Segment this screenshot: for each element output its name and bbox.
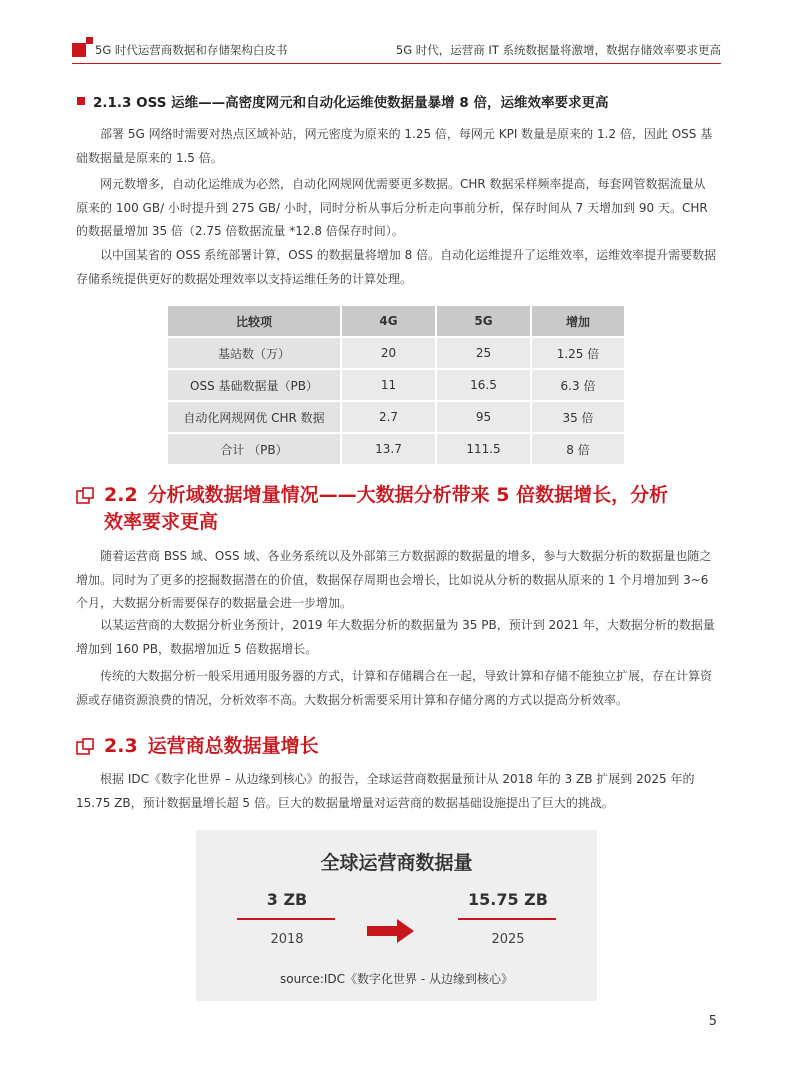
table-cell: 13.7 <box>341 433 436 465</box>
figure-title: 全球运营商数据量 <box>320 852 473 874</box>
paragraph <box>76 545 717 616</box>
paragraph-text: 以某运营商的大数据分析业务预计，2019 年大数据分析的数据量为 35 PB，预计到 2021 年，大数据分析的数据量增加到 160 PB，数据增加近 5 倍数据增长。 <box>76 618 715 656</box>
paragraph-text: 以中国某省的 OSS 系统部署计算，OSS 的数据量将增加 8 倍。自动化运维提升了运维效率，运维效率提升需要数据存储系统提供更好的数据处理效率以支持运维任务的计算处理。 <box>76 248 717 286</box>
paragraph-text: 网元数增多，自动化运维成为必然，自动化网规网优需要更多数据。CHR 数据采样频率提高，每套网管数据流量从原来的 100 GB/ 小时提升到 275 GB/ 小时，同时分析从事后分析走向事前分析，保存时间从 7 天增加到 90 天。CHR 的数据量增加 35 倍（2.75 倍数据流量 *12.8 倍保存时间）。 <box>76 177 708 238</box>
table-cell: 自动化网规网优 CHR 数据 <box>168 401 341 433</box>
table-cell: 11 <box>341 369 436 401</box>
table-cell: 2.7 <box>341 401 436 433</box>
figure-to-value: 15.75 ZB <box>468 890 548 909</box>
table-cell: 合计 （PB） <box>168 433 341 465</box>
figure-from-year: 2018 <box>270 932 304 947</box>
data-growth-figure <box>196 830 597 1001</box>
paragraph-text: 传统的大数据分析一般采用通用服务器的方式，计算和存储耦合在一起，导致计算和存储不能独立扩展，存在计算资源或存储资源浪费的情况，分析效率不高。大数据分析需要采用计算和存储分离的方式以提高分析效率。 <box>76 669 713 707</box>
figure-from-underline <box>237 918 335 920</box>
table-row <box>168 337 624 369</box>
section-2-1-3-heading-text: 2.1.3 OSS 运维——高密度网元和自动化运维使数据量暴增 8 倍，运维效率要求更高 <box>93 95 609 111</box>
figure-source: source:IDC《数字化世界 - 从边缘到核心》 <box>279 972 513 986</box>
page-header <box>0 0 793 64</box>
square-bullet-icon <box>77 97 85 105</box>
section-marker-icon <box>76 738 94 756</box>
table-row <box>168 401 624 433</box>
paragraph-text: 根据 IDC《数字化世界 – 从边缘到核心》的报告，全球运营商数据量预计从 2018 年的 3 ZB 扩展到 2025 年的 15.75 ZB，预计数据量增长超 5 倍。巨大的数据量增量对运营商的数据基础设施提出了巨大的挑战。 <box>76 772 695 810</box>
table-cell: 8 倍 <box>531 433 624 465</box>
table-row <box>168 369 624 401</box>
table-cell: 111.5 <box>436 433 531 465</box>
table-cell: 基站数（万） <box>168 337 341 369</box>
paragraph <box>76 173 717 244</box>
table-header-row <box>168 306 624 337</box>
table-row <box>168 433 624 465</box>
section-2-2-title-line2: 效率要求更高 <box>104 511 219 533</box>
header-divider <box>72 63 721 64</box>
table-header-cell: 5G <box>436 306 531 337</box>
paragraph <box>76 614 717 661</box>
paragraph-text: 随着运营商 BSS 域、OSS 域、各业务系统以及外部第三方数据源的数据量的增多，参与大数据分析的数据量也随之增加。同时为了更多的挖掘数据潜在的价值，数据保存周期也会增长，比如说从分析的数据从原来的 1 个月增加到 3~6 个月，大数据分析需要保存的数据量会进一步增加。 <box>76 549 712 610</box>
oss-comparison-table <box>168 306 624 466</box>
table-header-cell: 增加 <box>531 306 624 337</box>
table-cell: 95 <box>436 401 531 433</box>
paragraph <box>76 768 717 815</box>
figure-from-value: 3 ZB <box>266 890 308 909</box>
table-cell: 1.25 倍 <box>531 337 624 369</box>
table-cell: 16.5 <box>436 369 531 401</box>
table-header-cell: 4G <box>341 306 436 337</box>
section-marker-icon <box>76 487 94 505</box>
growth-arrow-icon <box>367 918 415 944</box>
table-cell: OSS 基础数据量（PB） <box>168 369 341 401</box>
section-2-3-title: 2.3 运营商总数据量增长 <box>104 735 319 757</box>
figure-to-underline <box>458 918 556 920</box>
paragraph-text: 部署 5G 网络时需要对热点区域补站，网元密度为原来的 1.25 倍，每网元 KPI 数量是原来的 1.2 倍，因此 OSS 基础数据量是原来的 1.5 倍。 <box>76 127 713 165</box>
section-2-3-heading <box>76 733 716 760</box>
figure-to-year: 2025 <box>491 932 525 947</box>
brand-logo-icon <box>72 37 92 57</box>
table-cell: 20 <box>341 337 436 369</box>
header-chapter-title: 5G 时代，运营商 IT 系统数据量将激增，数据存储效率要求更高 <box>395 43 721 57</box>
section-2-2-title-line1: 2.2 分析域数据增量情况——大数据分析带来 5 倍数据增长，分析 <box>104 484 669 506</box>
paragraph <box>76 123 717 170</box>
section-2-2-heading <box>76 482 716 536</box>
table-cell: 35 倍 <box>531 401 624 433</box>
header-document-title: 5G 时代运营商数据和存储架构白皮书 <box>95 43 288 57</box>
table-cell: 25 <box>436 337 531 369</box>
section-2-1-3-heading <box>77 91 608 111</box>
paragraph <box>76 244 717 291</box>
table-header-cell: 比较项 <box>168 306 341 337</box>
page-number: 5 <box>708 1014 717 1029</box>
table-cell: 6.3 倍 <box>531 369 624 401</box>
paragraph <box>76 665 717 712</box>
